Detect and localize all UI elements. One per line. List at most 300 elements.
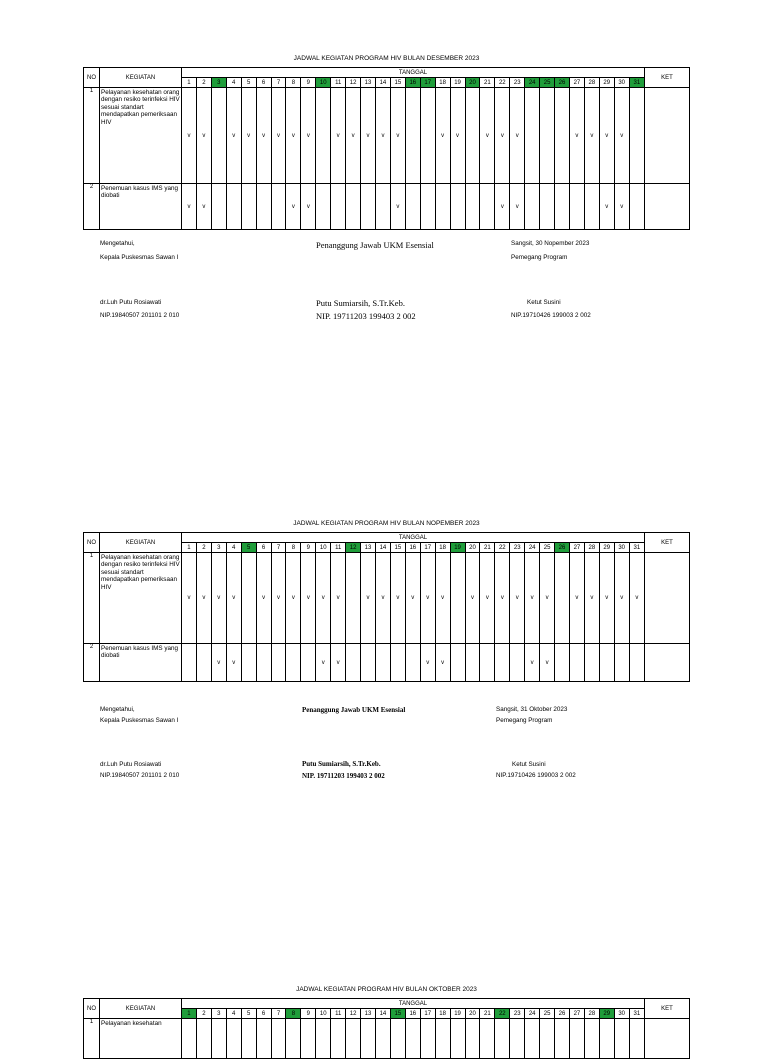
schedule-check-mark: v [614,184,629,230]
schedule-empty-cell [480,184,495,230]
remarks-cell [645,644,690,682]
day-header-cell: 29 [599,1009,614,1019]
schedule-check-mark: v [316,644,331,682]
day-header-cell: 27 [569,543,584,553]
schedule-check-mark: v [540,553,555,644]
table-row [84,644,690,682]
schedule-check-mark: v [510,184,525,230]
day-header-cell: 30 [614,543,629,553]
day-header-cell: 16 [405,1009,420,1019]
schedule-empty-cell [316,184,331,230]
day-header-cell: 3 [211,1009,226,1019]
schedule-table [83,998,690,1059]
schedule-empty-cell [495,1019,510,1059]
schedule-empty-cell [540,1019,555,1059]
schedule-check-mark: v [525,644,540,682]
schedule-check-mark: v [256,88,271,184]
schedule-empty-cell [614,644,629,682]
schedule-check-mark: v [301,88,316,184]
row-number: 2 [84,184,100,230]
schedule-empty-cell [629,184,644,230]
remarks-cell [645,184,690,230]
day-header-cell: 9 [301,1009,316,1019]
schedule-check-mark: v [361,553,376,644]
schedule-empty-cell [316,88,331,184]
schedule-empty-cell [584,644,599,682]
schedule-check-mark: v [211,644,226,682]
head-nip: NIP.19840507 201101 2 010 [100,312,180,319]
day-header-cell: 1 [182,543,197,553]
header-tanggal: TANGGAL [182,999,645,1009]
schedule-empty-cell [286,644,301,682]
schedule-empty-cell [569,644,584,682]
schedule-empty-cell [420,184,435,230]
schedule-empty-cell [629,1019,644,1059]
schedule-empty-cell [525,88,540,184]
day-header-cell: 19 [450,543,465,553]
day-header-cell: 29 [599,543,614,553]
day-header-cell: 17 [420,1009,435,1019]
day-header-cell: 3 [211,78,226,88]
schedule-empty-cell [435,184,450,230]
day-header-cell: 12 [346,78,361,88]
schedule-check-mark: v [629,553,644,644]
coordinator-title: Penanggung Jawab UKM Esensial [316,240,434,250]
day-header-cell: 22 [495,543,510,553]
day-header-cell: 26 [555,78,570,88]
schedule-check-mark: v [480,553,495,644]
day-header-cell: 28 [584,78,599,88]
schedule-check-mark: v [182,553,197,644]
schedule-empty-cell [540,184,555,230]
schedule-empty-cell [375,644,390,682]
schedule-empty-cell [301,1019,316,1059]
head-name: dr.Luh Putu Rosiawati [100,299,162,306]
schedule-check-mark: v [301,553,316,644]
acknowledged-label: Mengetahui, [100,706,135,713]
schedule-title: JADWAL KEGIATAN PROGRAM HIV BULAN NOPEMBER 2023 [293,520,480,527]
schedule-empty-cell [405,1019,420,1059]
schedule-check-mark: v [286,88,301,184]
day-header-cell: 27 [569,78,584,88]
schedule-empty-cell [316,1019,331,1059]
schedule-empty-cell [510,644,525,682]
day-header-cell: 13 [361,1009,376,1019]
schedule-empty-cell [599,644,614,682]
day-header-cell: 28 [584,543,599,553]
schedule-desember [83,55,690,235]
activity-name: Pelayanan kesehatan orang dengan resiko terinfeksi HIV sesuai standart mendapatkan pemeriksaan HIV [100,88,182,184]
schedule-empty-cell [286,1019,301,1059]
schedule-empty-cell [495,644,510,682]
schedule-empty-cell [390,644,405,682]
program-holder-position: Pemegang Program [511,254,568,261]
schedule-check-mark: v [375,88,390,184]
schedule-check-mark: v [540,644,555,682]
day-header-cell: 25 [540,78,555,88]
schedule-check-mark: v [196,184,211,230]
day-header-cell: 15 [390,543,405,553]
schedule-title: JADWAL KEGIATAN PROGRAM HIV BULAN OKTOBER 2023 [296,986,477,993]
schedule-empty-cell [375,184,390,230]
activity-name: Penemuan kasus IMS yang diobati [100,184,182,230]
day-header-cell: 17 [420,543,435,553]
day-header-cell: 4 [226,78,241,88]
schedule-check-mark: v [361,88,376,184]
day-header-cell: 31 [629,78,644,88]
day-header-cell: 1 [182,1009,197,1019]
schedule-check-mark: v [495,88,510,184]
row-number: 2 [84,644,100,682]
table-row [84,184,690,230]
schedule-check-mark: v [301,184,316,230]
day-header-cell: 18 [435,1009,450,1019]
schedule-check-mark: v [256,553,271,644]
schedule-check-mark: v [226,88,241,184]
table-row [84,88,690,184]
day-header-cell: 14 [375,1009,390,1019]
day-header-cell: 20 [465,1009,480,1019]
day-header-cell: 17 [420,78,435,88]
schedule-empty-cell [196,1019,211,1059]
schedule-empty-cell [182,644,197,682]
day-header-cell: 4 [226,1009,241,1019]
day-header-cell: 14 [375,78,390,88]
day-header-cell: 12 [346,543,361,553]
schedule-check-mark: v [196,88,211,184]
schedule-empty-cell [271,644,286,682]
schedule-check-mark: v [331,553,346,644]
day-header-cell: 6 [256,78,271,88]
day-header-cell: 7 [271,78,286,88]
schedule-check-mark: v [196,553,211,644]
schedule-empty-cell [405,184,420,230]
schedule-empty-cell [599,1019,614,1059]
schedule-empty-cell [569,184,584,230]
schedule-nopember [83,520,690,690]
schedule-empty-cell [196,644,211,682]
schedule-empty-cell [465,644,480,682]
schedule-check-mark: v [420,644,435,682]
day-header-cell: 24 [525,78,540,88]
schedule-empty-cell [555,1019,570,1059]
schedule-empty-cell [614,1019,629,1059]
schedule-check-mark: v [390,553,405,644]
day-header-cell: 20 [465,543,480,553]
schedule-empty-cell [525,1019,540,1059]
day-header-cell: 15 [390,78,405,88]
header-tanggal: TANGGAL [182,68,645,78]
remarks-cell [645,88,690,184]
schedule-empty-cell [241,1019,256,1059]
day-header-cell: 19 [450,78,465,88]
schedule-check-mark: v [331,644,346,682]
schedule-empty-cell [405,88,420,184]
place-date: Sangsit, 31 Oktober 2023 [496,706,568,713]
day-header-cell: 23 [510,1009,525,1019]
day-header-cell: 21 [480,78,495,88]
day-header-cell: 3 [211,543,226,553]
day-header-cell: 9 [301,543,316,553]
header-no: NO [84,533,100,553]
schedule-check-mark: v [226,644,241,682]
day-header-cell: 26 [555,543,570,553]
schedule-empty-cell [450,644,465,682]
coordinator-title: Penanggung Jawab UKM Esensial [302,706,406,714]
day-header-cell: 8 [286,543,301,553]
schedule-check-mark: v [525,553,540,644]
day-header-cell: 10 [316,1009,331,1019]
day-header-cell: 2 [196,78,211,88]
day-header-cell: 30 [614,1009,629,1019]
activity-name: Pelayanan kesehatan [100,1019,182,1059]
head-nip: NIP.19840507 201101 2 010 [100,772,180,779]
schedule-empty-cell [241,184,256,230]
schedule-check-mark: v [390,88,405,184]
day-header-cell: 2 [196,1009,211,1019]
day-header-cell: 7 [271,1009,286,1019]
row-number: 1 [84,1019,100,1059]
schedule-empty-cell [226,1019,241,1059]
program-holder-nip: NIP.19710426 199003 2 002 [511,312,591,319]
day-header-cell: 18 [435,543,450,553]
table-row [84,1019,690,1059]
activity-name: Pelayanan kesehatan orang dengan resiko terinfeksi HIV sesuai standart mendapatkan pemeriksaan HIV [100,553,182,644]
program-holder-name: Ketut Susini [527,299,561,306]
schedule-empty-cell [629,88,644,184]
schedule-empty-cell [256,1019,271,1059]
day-header-cell: 11 [331,543,346,553]
schedule-empty-cell [555,553,570,644]
schedule-check-mark: v [599,88,614,184]
day-header-cell: 10 [316,78,331,88]
schedule-empty-cell [555,644,570,682]
schedule-check-mark: v [331,88,346,184]
schedule-empty-cell [420,88,435,184]
remarks-cell [645,1019,690,1059]
schedule-empty-cell [555,184,570,230]
day-header-cell: 16 [405,543,420,553]
header-ket: KET [645,999,690,1019]
header-no: NO [84,999,100,1019]
header-no: NO [84,68,100,88]
schedule-check-mark: v [614,88,629,184]
day-header-cell: 13 [361,78,376,88]
program-holder-name: Ketut Susini [512,761,546,768]
coordinator-nip: NIP. 19711203 199403 2 002 [302,772,385,780]
schedule-table [83,67,690,230]
row-number: 1 [84,553,100,644]
schedule-check-mark: v [480,88,495,184]
schedule-empty-cell [584,1019,599,1059]
row-number: 1 [84,88,100,184]
schedule-check-mark: v [569,553,584,644]
coordinator-name: Putu Sumiarsih, S.Tr.Keb. [316,298,405,308]
schedule-empty-cell [256,184,271,230]
schedule-check-mark: v [182,184,197,230]
schedule-empty-cell [331,184,346,230]
day-header-cell: 13 [361,543,376,553]
day-header-cell: 8 [286,78,301,88]
day-header-cell: 4 [226,543,241,553]
schedule-empty-cell [584,184,599,230]
schedule-check-mark: v [226,553,241,644]
schedule-empty-cell [480,1019,495,1059]
acknowledged-label: Mengetahui, [100,240,135,247]
day-header-cell: 21 [480,1009,495,1019]
schedule-check-mark: v [510,553,525,644]
head-name: dr.Luh Putu Rosiawati [100,761,162,768]
day-header-cell: 5 [241,78,256,88]
schedule-empty-cell [555,88,570,184]
schedule-table [83,532,690,682]
schedule-empty-cell [346,553,361,644]
schedule-check-mark: v [465,553,480,644]
schedule-empty-cell [241,553,256,644]
schedule-empty-cell [211,1019,226,1059]
schedule-check-mark: v [450,88,465,184]
schedule-empty-cell [331,1019,346,1059]
header-ket: KET [645,533,690,553]
schedule-empty-cell [226,184,241,230]
schedule-empty-cell [435,1019,450,1059]
schedule-empty-cell [450,553,465,644]
day-header-cell: 11 [331,1009,346,1019]
day-header-cell: 22 [495,1009,510,1019]
remarks-cell [645,553,690,644]
day-header-cell: 25 [540,543,555,553]
schedule-check-mark: v [211,553,226,644]
header-ket: KET [645,68,690,88]
schedule-check-mark: v [584,88,599,184]
coordinator-name: Putu Sumiarsih, S.Tr.Keb. [302,760,381,768]
schedule-check-mark: v [316,553,331,644]
schedule-check-mark: v [435,88,450,184]
schedule-empty-cell [569,1019,584,1059]
day-header-cell: 5 [241,543,256,553]
place-date: Sangsit, 30 Nopember 2023 [511,240,590,247]
schedule-empty-cell [465,184,480,230]
schedule-empty-cell [346,1019,361,1059]
schedule-oktober [83,986,690,1027]
schedule-check-mark: v [271,553,286,644]
schedule-empty-cell [480,644,495,682]
header-kegiatan: KEGIATAN [100,533,182,553]
schedule-check-mark: v [510,88,525,184]
day-header-cell: 28 [584,1009,599,1019]
schedule-empty-cell [211,184,226,230]
header-kegiatan: KEGIATAN [100,68,182,88]
schedule-empty-cell [256,644,271,682]
day-header-cell: 21 [480,543,495,553]
schedule-empty-cell [450,1019,465,1059]
schedule-empty-cell [271,1019,286,1059]
activity-name: Penemuan kasus IMS yang diobati [100,644,182,682]
day-header-cell: 23 [510,543,525,553]
day-header-cell: 31 [629,1009,644,1019]
schedule-check-mark: v [599,184,614,230]
schedule-empty-cell [241,644,256,682]
day-header-cell: 11 [331,78,346,88]
schedule-empty-cell [211,88,226,184]
program-holder-nip: NIP.19710426 199003 2 002 [496,772,576,779]
schedule-empty-cell [450,184,465,230]
schedule-empty-cell [525,184,540,230]
schedule-empty-cell [465,88,480,184]
schedule-empty-cell [375,1019,390,1059]
schedule-empty-cell [465,1019,480,1059]
day-header-cell: 8 [286,1009,301,1019]
schedule-check-mark: v [495,184,510,230]
table-row [84,553,690,644]
schedule-check-mark: v [495,553,510,644]
schedule-empty-cell [510,1019,525,1059]
schedule-title: JADWAL KEGIATAN PROGRAM HIV BULAN DESEMBER 2023 [293,55,480,62]
schedule-empty-cell [361,644,376,682]
day-header-cell: 15 [390,1009,405,1019]
day-header-cell: 19 [450,1009,465,1019]
day-header-cell: 2 [196,543,211,553]
day-header-cell: 23 [510,78,525,88]
schedule-check-mark: v [241,88,256,184]
schedule-check-mark: v [346,88,361,184]
header-tanggal: TANGGAL [182,533,645,543]
schedule-empty-cell [405,644,420,682]
schedule-check-mark: v [569,88,584,184]
day-header-cell: 29 [599,78,614,88]
day-header-cell: 27 [569,1009,584,1019]
schedule-check-mark: v [435,553,450,644]
schedule-check-mark: v [599,553,614,644]
coordinator-nip: NIP. 19711203 199403 2 002 [316,311,416,321]
day-header-cell: 25 [540,1009,555,1019]
day-header-cell: 5 [241,1009,256,1019]
schedule-check-mark: v [390,184,405,230]
schedule-check-mark: v [584,553,599,644]
day-header-cell: 7 [271,543,286,553]
day-header-cell: 9 [301,78,316,88]
day-header-cell: 24 [525,1009,540,1019]
day-header-cell: 12 [346,1009,361,1019]
day-header-cell: 24 [525,543,540,553]
schedule-check-mark: v [271,88,286,184]
schedule-empty-cell [629,644,644,682]
schedule-empty-cell [361,1019,376,1059]
schedule-empty-cell [271,184,286,230]
schedule-empty-cell [390,1019,405,1059]
day-header-cell: 18 [435,78,450,88]
schedule-check-mark: v [405,553,420,644]
schedule-check-mark: v [286,553,301,644]
program-holder-position: Pemegang Program [496,717,553,724]
day-header-cell: 31 [629,543,644,553]
day-header-cell: 26 [555,1009,570,1019]
day-header-cell: 16 [405,78,420,88]
schedule-check-mark: v [420,553,435,644]
schedule-check-mark: v [286,184,301,230]
schedule-empty-cell [182,1019,197,1059]
schedule-empty-cell [420,1019,435,1059]
header-kegiatan: KEGIATAN [100,999,182,1019]
schedule-check-mark: v [614,553,629,644]
schedule-empty-cell [346,644,361,682]
head-position: Kepala Puskesmas Sawan I [100,254,179,261]
schedule-check-mark: v [182,88,197,184]
schedule-empty-cell [361,184,376,230]
day-header-cell: 22 [495,78,510,88]
day-header-cell: 30 [614,78,629,88]
schedule-empty-cell [540,88,555,184]
